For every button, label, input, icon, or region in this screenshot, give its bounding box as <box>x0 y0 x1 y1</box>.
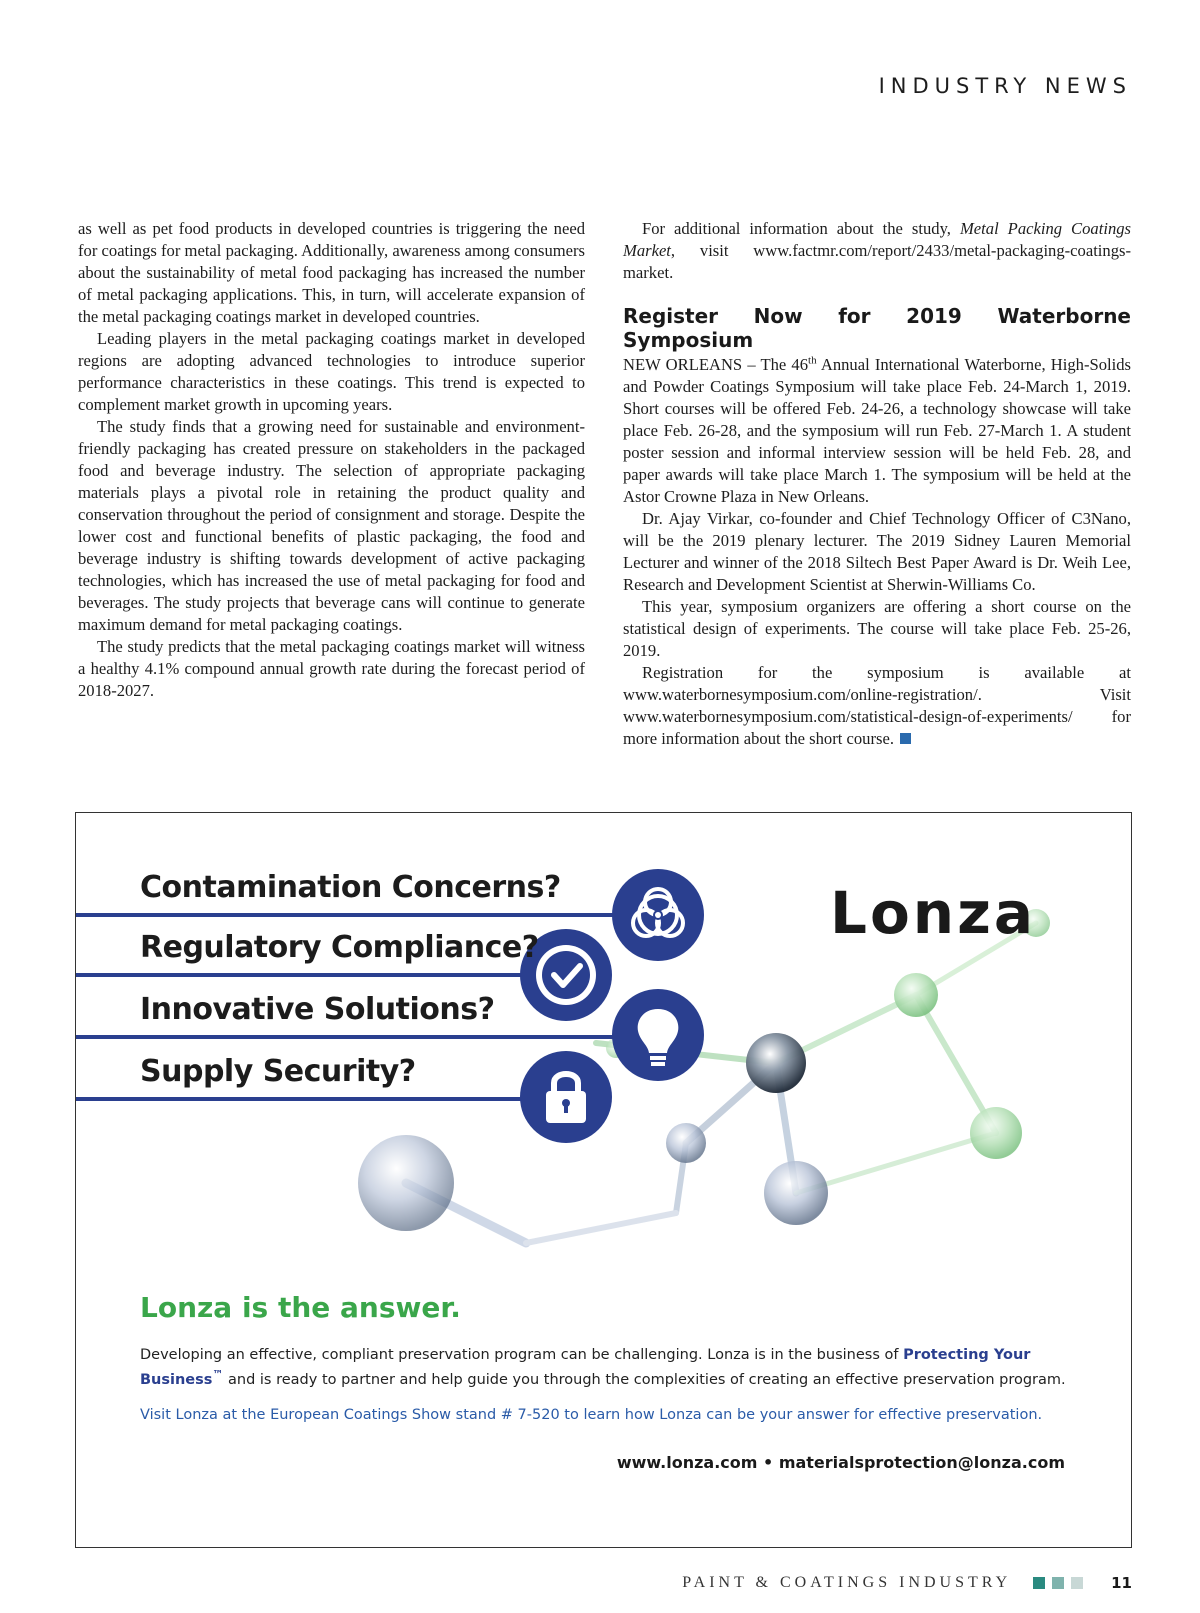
paragraph <box>623 662 1131 750</box>
section-header: INDUSTRY NEWS <box>878 74 1132 98</box>
question-contamination: Contamination Concerns? <box>140 870 561 905</box>
highlight-text: Protecting Your Business <box>140 1347 1031 1388</box>
ad-tagline: Lonza is the answer. <box>140 1291 461 1324</box>
ordinal-suffix: th <box>808 354 817 367</box>
info-prefix: For additional information about the study, <box>642 219 960 238</box>
info-suffix: , visit www.factmr.com/report/2433/metal-packaging-coatings-market. <box>623 241 1131 282</box>
right-column <box>623 218 1131 750</box>
trademark: ™ <box>212 1368 224 1382</box>
molecule-bonds <box>406 923 1036 1243</box>
magazine-name: PAINT & COATINGS INDUSTRY <box>682 1574 1012 1591</box>
paragraph <box>623 354 1131 508</box>
paragraph: The study predicts that the metal packaging coatings market will witness a healthy 4.1% compound annual growth rate during the forecast period of 2018-2027. <box>78 637 585 700</box>
paragraph: Leading players in the metal packaging coatings market in developed regions are adopting advanced technologies to introduce superior performance characteristics in these coatings. This trend is expected to complement market growth in upcoming years. <box>78 329 585 414</box>
info-paragraph <box>623 218 1131 284</box>
footer-square <box>1033 1577 1045 1589</box>
paragraph: as well as pet food products in developed countries is triggering the need for coatings for metal packaging. Additionally, awareness among consumers about the sustainability of metal food packaging has increased the number of metal packaging applications. This, in turn, will accelerate expansion of the metal packaging coatings market in developed countries. <box>78 219 585 326</box>
paragraph: Dr. Ajay Virkar, co-founder and Chief Technology Officer of C3Nano, will be the 2019 plenary lecturer. The 2019 Sidney Lauren Memorial Lecturer and winner of the 2018 Siltech Best Paper Award is Dr. Weih Lee, Research and Development Scientist at Sherwin-Williams Co. <box>623 509 1131 594</box>
question-supply: Supply Security? <box>140 1054 416 1089</box>
paragraph: This year, symposium organizers are offering a short course on the statistical design of experiments. The course will take place Feb. 25-26, 2019. <box>623 597 1131 660</box>
lonza-advertisement[interactable] <box>75 812 1132 1548</box>
ad-body-start: Developing an effective, compliant preservation program can be challenging. Lonza is in the business of <box>140 1347 904 1363</box>
ad-body <box>140 1343 1080 1393</box>
ad-visit-line: Visit Lonza at the European Coatings Show stand # 7-520 to learn how Lonza can be your answer for effective preservation. <box>140 1407 1043 1423</box>
footer-square <box>1071 1577 1083 1589</box>
question-regulatory: Regulatory Compliance? <box>140 930 539 965</box>
padlock-icon <box>520 1051 612 1143</box>
question-innovative: Innovative Solutions? <box>140 992 495 1027</box>
paragraph: The study finds that a growing need for sustainable and environment-friendly packaging has created pressure on stakeholders in the packaged food and beverage industry. The selection of appropriate packaging materials plays a pivotal role in retaining the product quality and conservation throughout the period of consignment and storage. Despite the lower cost and functional benefits of plastic packaging, the food and beverage industry is shifting towards development of active packaging technologies, which has increased the use of metal packaging for food and beverages. The study projects that beverage cans will continue to generate maximum demand for metal packaging coatings. <box>78 417 585 634</box>
page-number: 11 <box>1111 1574 1132 1592</box>
ad-body-end: and is ready to partner and help guide you through the complexities of creating an effective preservation program. <box>223 1372 1066 1388</box>
p1-start: NEW ORLEANS – The 46 <box>623 355 809 374</box>
lightbulb-icon <box>612 989 704 1081</box>
biohazard-icon <box>612 869 704 961</box>
ad-contact[interactable]: www.lonza.com • materialsprotection@lonza.com <box>616 1453 1065 1472</box>
lonza-logo: Lonza <box>830 879 1036 947</box>
left-column <box>78 218 585 702</box>
footer-square <box>1052 1577 1064 1589</box>
page-footer <box>682 1572 1132 1594</box>
article-heading: Register Now for 2019 Waterborne Symposium <box>623 304 1131 352</box>
end-mark <box>900 733 911 744</box>
study-title: Metal Packing Coatings Market <box>623 219 1131 260</box>
p1-rest: Annual International Waterborne, High-Solids and Powder Coatings Symposium will take place Feb. 24-March 1, 2019. Short courses will be offered Feb. 24-26, a technology showcase will take place Feb. 26-28, and the symposium will run Feb. 27-March 1. A student poster session and informal interview session will be held Feb. 28, and paper awards will take place March 1. The symposium will be held at the Astor Crowne Plaza in New Orleans. <box>623 355 1131 506</box>
p4-text: Registration for the symposium is available at www.waterbornesymposium.com/online-registration/. Visit www.waterbornesymposium.com/statistical-design-of-experiments/ for more information about the short course. <box>623 663 1131 748</box>
